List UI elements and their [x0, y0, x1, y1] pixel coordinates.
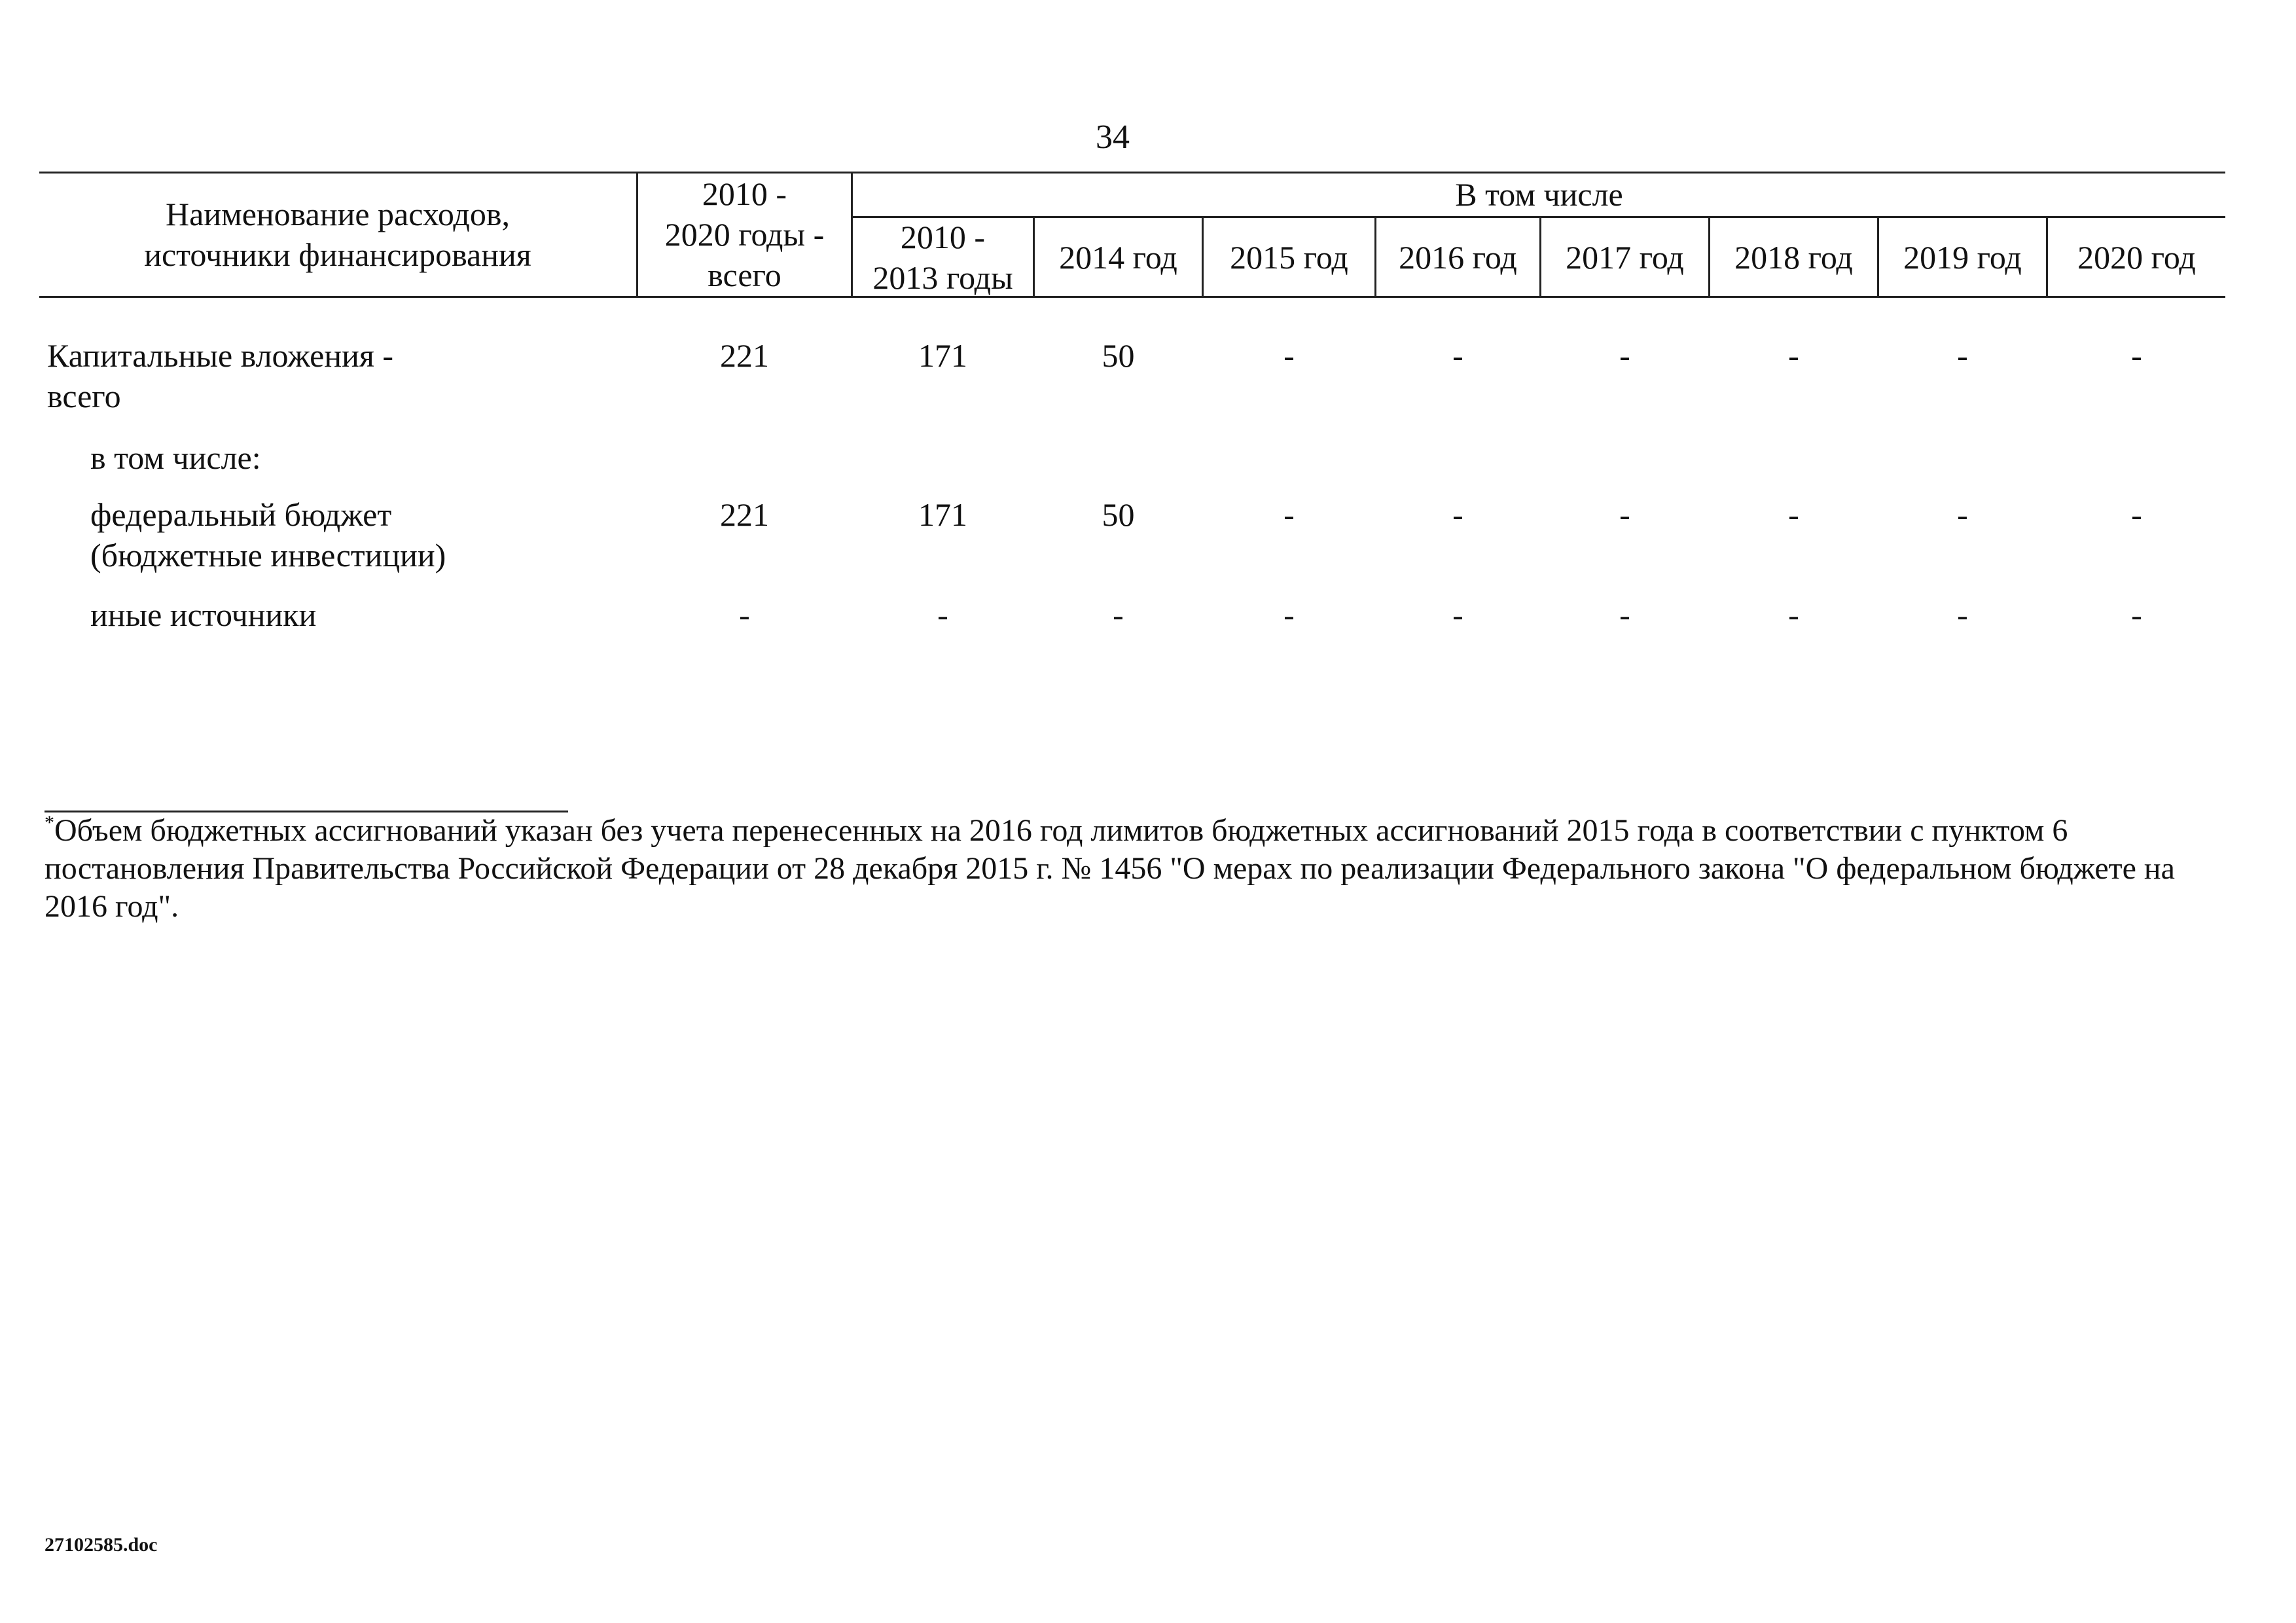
row-3-2018: -	[1788, 596, 1799, 633]
document-id: 27102585.doc	[45, 1534, 158, 1556]
header-sub-col-2	[1204, 218, 1374, 297]
header-total-column	[638, 173, 851, 296]
row-label-including: в том числе:	[90, 439, 261, 476]
row-3-2017: -	[1619, 596, 1630, 633]
footnote-marker: *	[45, 812, 54, 833]
row-label-other-sources: иные источники	[90, 596, 317, 633]
row-0-2019: -	[1957, 337, 1968, 374]
row-0-2016: -	[1452, 337, 1463, 374]
header-sub-label: 2010 - 2013 годы	[872, 219, 1013, 296]
row-2-2010-2013: 171	[918, 496, 967, 533]
row-0-2010-2013: 171	[918, 337, 967, 374]
footnote	[45, 812, 2224, 926]
header-sub-col-7	[2048, 218, 2225, 297]
row-0-2018: -	[1788, 337, 1799, 374]
row-2-2016: -	[1452, 496, 1463, 533]
header-name-column	[39, 173, 636, 296]
row-3-2014: -	[1113, 596, 1124, 633]
header-sub-col-6	[1879, 218, 2046, 297]
row-2-total: 221	[720, 496, 769, 533]
row-2-2018: -	[1788, 496, 1799, 533]
header-sub-col-0	[853, 218, 1033, 297]
row-0-2017: -	[1619, 337, 1630, 374]
row-0-2015: -	[1283, 337, 1295, 374]
row-3-2020: -	[2131, 596, 2142, 633]
row-2-2017: -	[1619, 496, 1630, 533]
row-0-2020: -	[2131, 337, 2142, 374]
header-sub-col-4	[1541, 218, 1708, 297]
header-group-label: В том числе	[1455, 176, 1623, 213]
row-2-2015: -	[1283, 496, 1295, 533]
row-label-federal-budget: федеральный бюджет (бюджетные инвестиции)	[90, 496, 446, 574]
header-sub-col-3	[1376, 218, 1539, 297]
row-3-2010-2013: -	[937, 596, 948, 633]
row-0-2014: 50	[1102, 337, 1135, 374]
header-sub-label: 2020 год	[2077, 239, 2196, 276]
row-label-capital-investment: Капитальные вложения - всего	[47, 337, 394, 414]
row-0-total: 221	[720, 337, 769, 374]
header-sub-col-1	[1035, 218, 1202, 297]
row-2-2020: -	[2131, 496, 2142, 533]
footnote-text: Объем бюджетных ассигнований указан без учета перенесенных на 2016 год лимитов бюджетных ассигнований 2015 года в соответствии с пунктом 6 постановления Правительства Российской Федерации от 28 декабря 2015 г. № 1456 "О мерах по реализации Федерального закона "О федеральном бюджете на 2016 год".	[45, 813, 2175, 924]
header-sub-label: 2014 год	[1059, 239, 1177, 276]
header-sub-col-5	[1710, 218, 1877, 297]
header-sub-label: 2018 год	[1734, 239, 1853, 276]
header-total-label: 2010 - 2020 годы - всего	[664, 175, 825, 293]
row-3-2015: -	[1283, 596, 1295, 633]
row-3-2016: -	[1452, 596, 1463, 633]
row-2-2014: 50	[1102, 496, 1135, 533]
header-sub-label: 2016 год	[1399, 239, 1517, 276]
header-name-label: Наименование расходов, источники финансирования	[144, 196, 531, 273]
row-2-2019: -	[1957, 496, 1968, 533]
header-sub-label: 2015 год	[1230, 239, 1348, 276]
header-sub-label: 2017 год	[1566, 239, 1684, 276]
header-group	[853, 173, 2225, 216]
row-3-total: -	[739, 596, 750, 633]
header-sub-label: 2019 год	[1903, 239, 2022, 276]
row-3-2019: -	[1957, 596, 1968, 633]
page-number: 34	[1096, 119, 1130, 156]
